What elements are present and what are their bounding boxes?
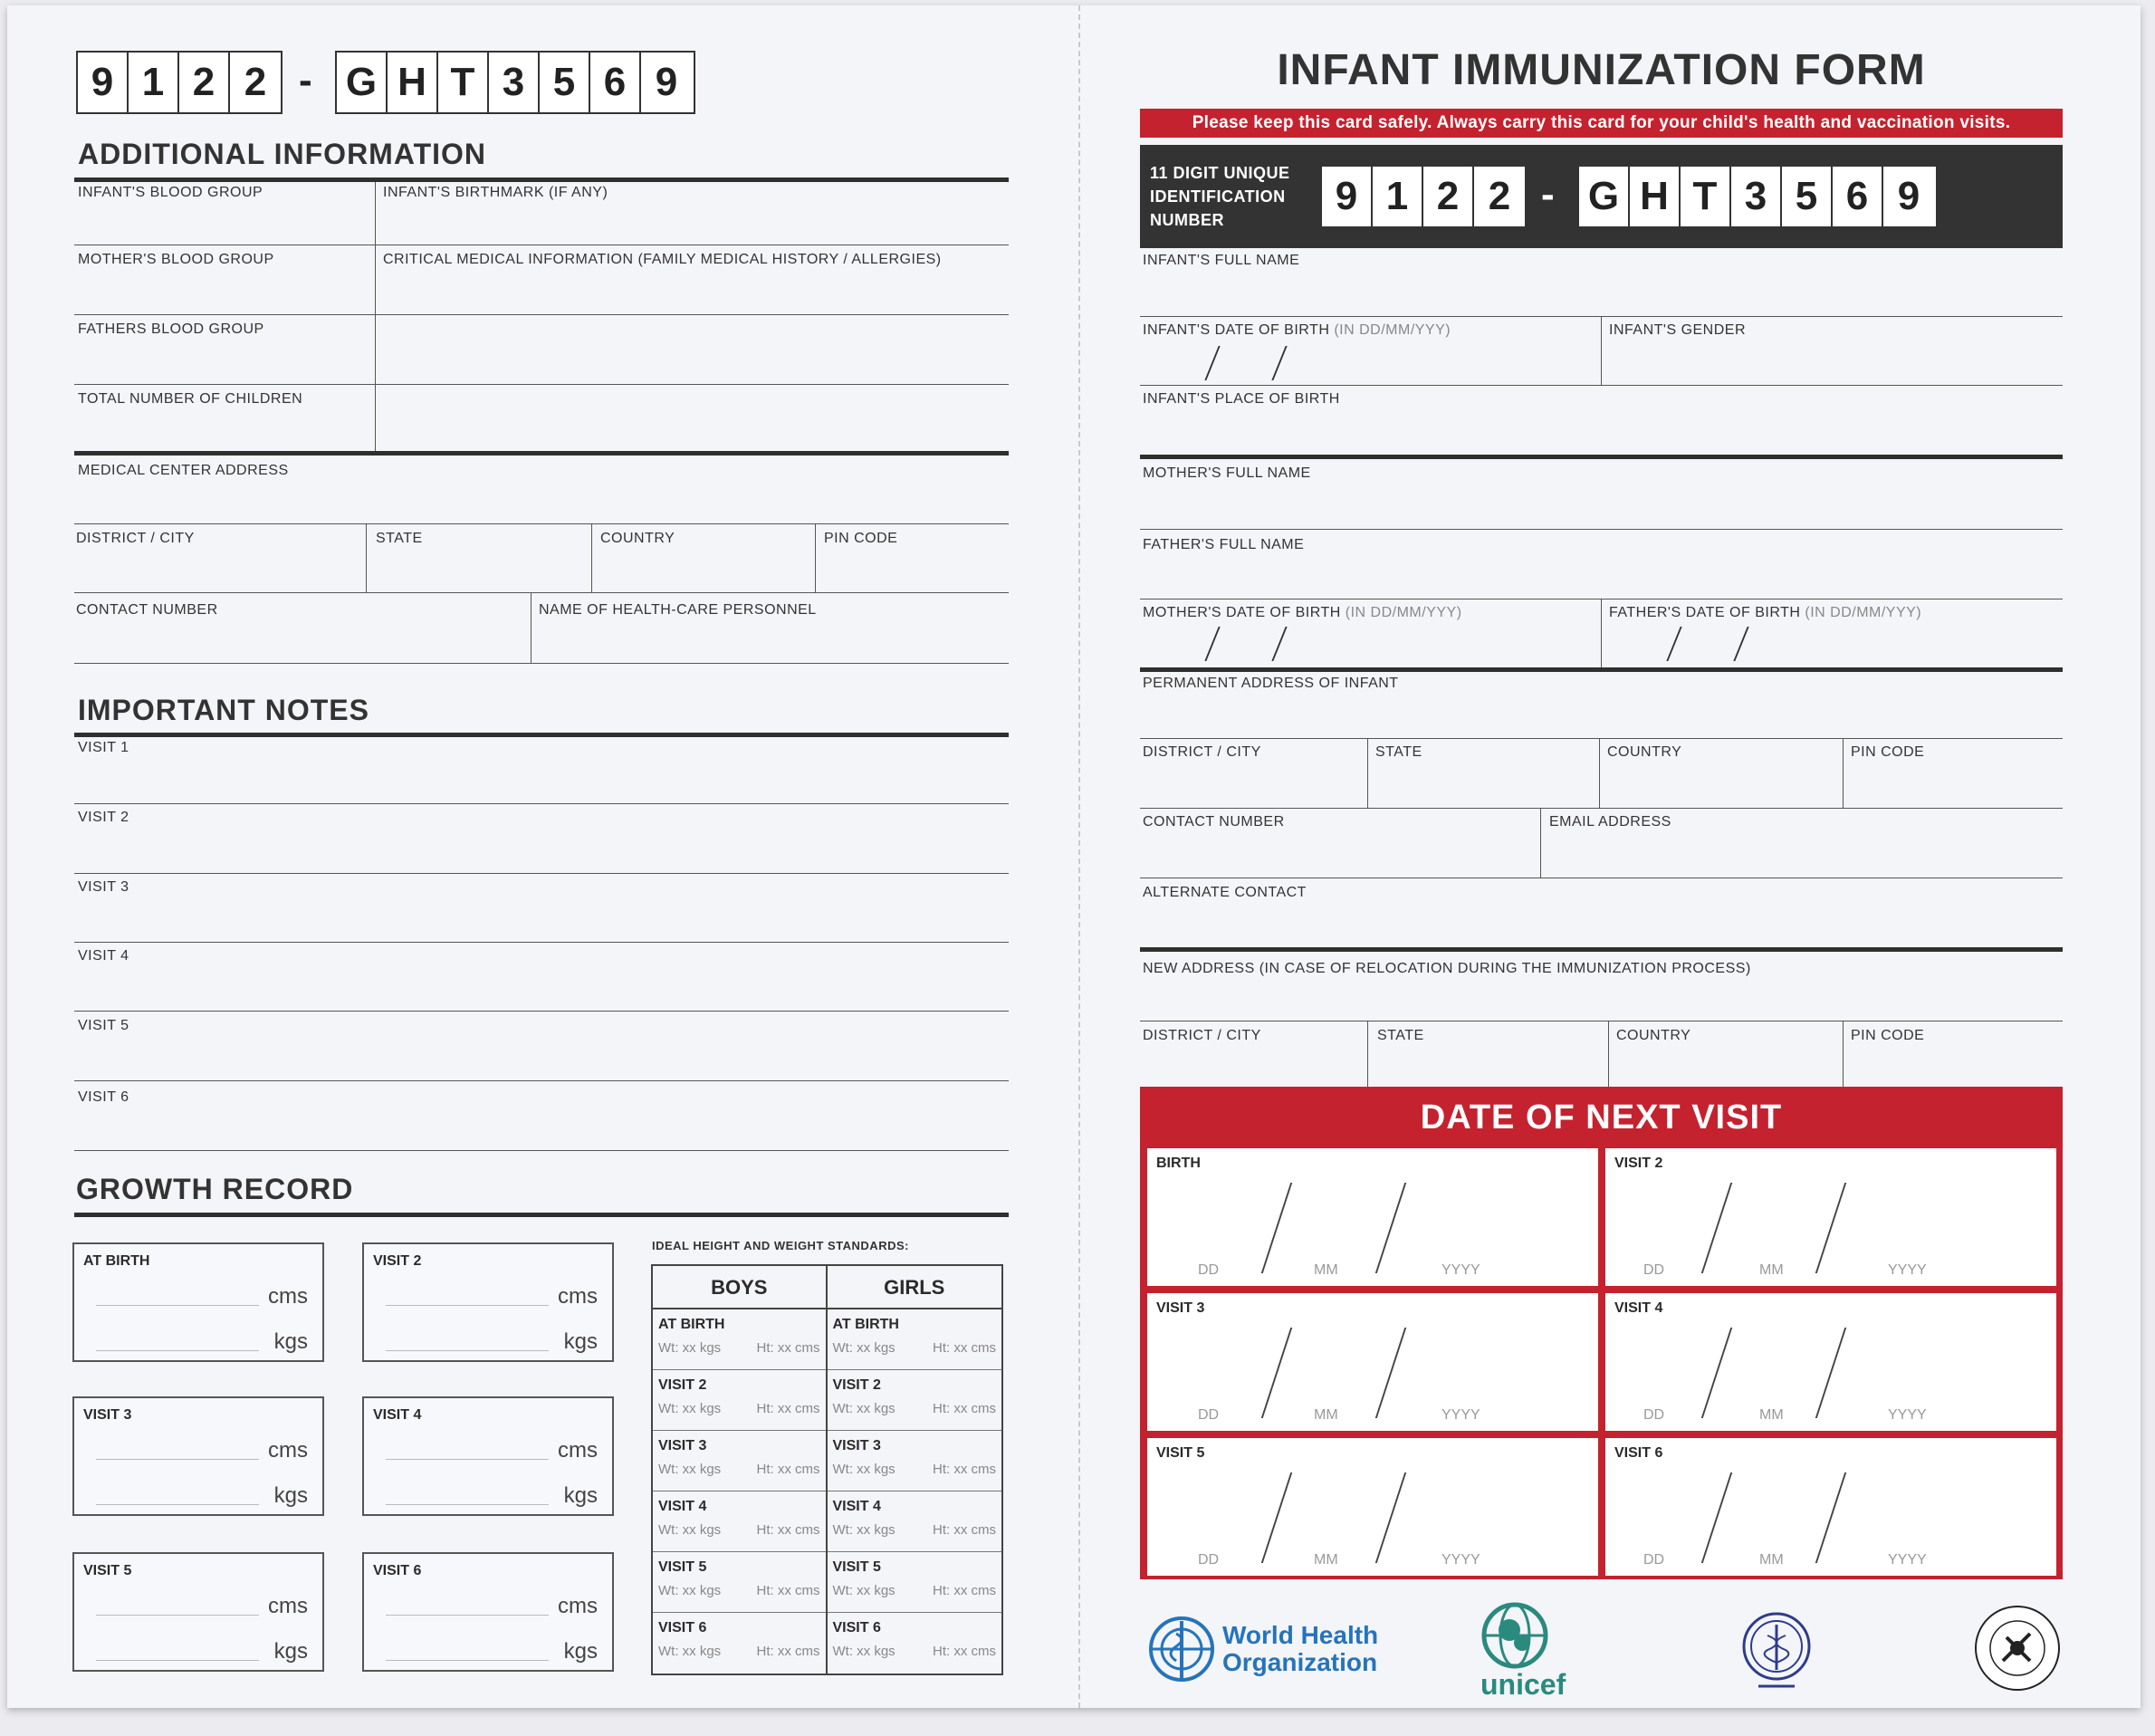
who-logo-icon bbox=[1146, 1614, 1217, 1684]
std-row: AT BIRTH Wt: xx kgs Ht: xx cms bbox=[828, 1309, 1002, 1370]
field-contact-number[interactable]: CONTACT NUMBER bbox=[76, 602, 218, 618]
std-row: VISIT 2 Wt: xx kgs Ht: xx cms bbox=[828, 1370, 1002, 1431]
uid-digit: 6 bbox=[590, 53, 641, 112]
field-place-of-birth[interactable]: INFANT'S PLACE OF BIRTH bbox=[1143, 391, 1340, 407]
divider bbox=[1601, 599, 1602, 667]
height-line bbox=[386, 1615, 549, 1616]
growth-box-visit-6[interactable] bbox=[362, 1552, 614, 1672]
uid-digit: 3 bbox=[1731, 167, 1782, 226]
unicef-logo-icon bbox=[1471, 1601, 1558, 1677]
divider bbox=[74, 592, 1009, 593]
height-line bbox=[96, 1615, 259, 1616]
divider bbox=[591, 523, 592, 592]
growth-box-visit-2[interactable] bbox=[362, 1242, 614, 1362]
uid-digits-right-top bbox=[335, 51, 695, 114]
uid-digit: G bbox=[337, 53, 388, 112]
who-logo-text: World Health Organization bbox=[1222, 1621, 1379, 1676]
divider bbox=[74, 1150, 1009, 1151]
divider bbox=[1599, 738, 1600, 808]
field-new-state[interactable]: STATE bbox=[1377, 1028, 1424, 1043]
growth-box-title: AT BIRTH bbox=[83, 1253, 150, 1269]
note-visit-2[interactable]: VISIT 2 bbox=[78, 810, 129, 825]
field-district[interactable]: DISTRICT / CITY bbox=[1143, 744, 1261, 760]
divider bbox=[1367, 1021, 1368, 1087]
divider bbox=[74, 1213, 1009, 1217]
divider bbox=[1140, 455, 2063, 459]
uid-digit: H bbox=[1630, 167, 1681, 226]
std-row: VISIT 6 Wt: xx kgs Ht: xx cms bbox=[658, 1620, 820, 1659]
height-line bbox=[96, 1459, 259, 1460]
field-new-district[interactable]: DISTRICT / CITY bbox=[1143, 1028, 1261, 1043]
divider bbox=[366, 523, 367, 592]
height-line bbox=[96, 1305, 259, 1306]
divider bbox=[1601, 316, 1602, 385]
unit-cm: cms bbox=[558, 1438, 598, 1463]
next-visit-birth[interactable]: BIRTH DD MM YYYY bbox=[1147, 1148, 1598, 1286]
divider bbox=[74, 451, 1009, 456]
divider bbox=[1140, 385, 2063, 386]
note-visit-5[interactable]: VISIT 5 bbox=[78, 1018, 129, 1033]
unit-cm: cms bbox=[268, 1284, 308, 1309]
uid-digit: 5 bbox=[1782, 167, 1833, 226]
field-new-address[interactable]: NEW ADDRESS (IN CASE OF RELOCATION DURING THE IMMUNIZATION PROCESS) bbox=[1143, 961, 1751, 976]
field-mother-blood[interactable]: MOTHER'S BLOOD GROUP bbox=[78, 252, 274, 267]
divider bbox=[1140, 529, 2063, 530]
unit-cm: cms bbox=[268, 1438, 308, 1463]
uid-digit: 2 bbox=[1423, 167, 1474, 226]
date-slash bbox=[1271, 627, 1287, 661]
next-visit-title: DATE OF NEXT VISIT bbox=[1420, 1098, 1783, 1137]
uid-digit: T bbox=[1681, 167, 1731, 226]
divider bbox=[74, 803, 1009, 804]
form-sheet bbox=[7, 5, 2141, 1708]
divider bbox=[74, 177, 1009, 182]
field-contact-number[interactable]: CONTACT NUMBER bbox=[1143, 814, 1285, 830]
field-father-name[interactable]: FATHER'S FULL NAME bbox=[1143, 537, 1305, 552]
field-father-blood[interactable]: FATHERS BLOOD GROUP bbox=[78, 321, 264, 337]
next-visit-4[interactable]: VISIT 4 DD MM YYYY bbox=[1605, 1293, 2056, 1431]
field-alternate-contact[interactable]: ALTERNATE CONTACT bbox=[1143, 885, 1307, 900]
date-slash bbox=[1204, 346, 1220, 380]
uid-digits-left bbox=[1320, 165, 1527, 228]
std-row: VISIT 2 Wt: xx kgs Ht: xx cms bbox=[653, 1370, 826, 1431]
field-pin[interactable]: PIN CODE bbox=[824, 531, 898, 546]
unit-kg: kgs bbox=[563, 1639, 598, 1664]
girls-header: GIRLS bbox=[828, 1266, 1002, 1309]
weight-line bbox=[386, 1660, 549, 1661]
field-total-children[interactable]: TOTAL NUMBER OF CHILDREN bbox=[78, 391, 303, 407]
divider bbox=[1140, 667, 2063, 672]
weight-line bbox=[96, 1350, 259, 1351]
divider bbox=[375, 182, 376, 451]
next-visit-3[interactable]: VISIT 3 DD MM YYYY bbox=[1147, 1293, 1598, 1431]
divider bbox=[1843, 1021, 1844, 1087]
uid-digit: 9 bbox=[655, 60, 678, 104]
height-line bbox=[386, 1459, 549, 1460]
weight-line bbox=[386, 1350, 549, 1351]
uid-digit: H bbox=[388, 53, 438, 112]
field-mother-dob[interactable]: MOTHER'S DATE OF BIRTH (IN DD/MM/YYY) bbox=[1143, 605, 1462, 620]
divider bbox=[74, 523, 1009, 524]
uid-digit: 6 bbox=[1833, 167, 1883, 226]
uid-digits-right bbox=[1577, 165, 1938, 228]
uid-digit: 2 bbox=[179, 53, 230, 112]
field-email[interactable]: EMAIL ADDRESS bbox=[1549, 814, 1671, 830]
field-infant-name[interactable]: INFANT'S FULL NAME bbox=[1143, 253, 1300, 268]
weight-line bbox=[96, 1504, 259, 1505]
unit-kg: kgs bbox=[563, 1483, 598, 1508]
std-row: VISIT 5 Wt: xx kgs Ht: xx cms bbox=[653, 1552, 826, 1613]
uid-digit: T bbox=[438, 53, 489, 112]
field-medical-center-address[interactable]: MEDICAL CENTER ADDRESS bbox=[78, 463, 289, 478]
note-visit-4[interactable]: VISIT 4 bbox=[78, 948, 129, 964]
divider bbox=[74, 314, 1009, 315]
next-visit-5[interactable]: VISIT 5 DD MM YYYY bbox=[1147, 1438, 1598, 1576]
divider bbox=[1540, 808, 1541, 878]
note-visit-1[interactable]: VISIT 1 bbox=[78, 740, 129, 755]
std-row: AT BIRTH Wt: xx kgs Ht: xx cms bbox=[653, 1309, 826, 1370]
field-state[interactable]: STATE bbox=[1375, 744, 1422, 760]
field-country[interactable]: COUNTRY bbox=[600, 531, 675, 546]
field-permanent-address[interactable]: PERMANENT ADDRESS OF INFANT bbox=[1143, 676, 1399, 691]
field-new-pin[interactable]: PIN CODE bbox=[1851, 1028, 1925, 1043]
standards-table bbox=[651, 1264, 1003, 1675]
field-state[interactable]: STATE bbox=[376, 531, 423, 546]
unit-cm: cms bbox=[558, 1594, 598, 1618]
uid-digit: G bbox=[1579, 167, 1630, 226]
growth-box-visit-3[interactable] bbox=[72, 1396, 324, 1516]
weight-line bbox=[386, 1504, 549, 1505]
field-district[interactable]: DISTRICT / CITY bbox=[76, 531, 195, 546]
growth-box-title: VISIT 6 bbox=[373, 1563, 422, 1578]
date-slash bbox=[1666, 627, 1681, 661]
field-infant-dob[interactable]: INFANT'S DATE OF BIRTH (IN DD/MM/YYY) bbox=[1143, 322, 1451, 338]
unit-kg: kgs bbox=[273, 1483, 308, 1508]
uid-digits-left-top bbox=[76, 51, 283, 114]
height-line bbox=[386, 1305, 549, 1306]
divider bbox=[74, 663, 1009, 664]
divider bbox=[74, 1011, 1009, 1012]
field-father-dob[interactable]: FATHER'S DATE OF BIRTH (IN DD/MM/YYY) bbox=[1609, 605, 1922, 620]
note-visit-6[interactable]: VISIT 6 bbox=[78, 1089, 129, 1105]
uid-digit: 5 bbox=[540, 53, 590, 112]
std-row: VISIT 4 Wt: xx kgs Ht: xx cms bbox=[828, 1491, 1002, 1552]
fold-line bbox=[1078, 5, 1080, 1708]
date-slash bbox=[1271, 346, 1287, 380]
additional-info-title: ADDITIONAL INFORMATION bbox=[78, 138, 486, 170]
divider bbox=[74, 942, 1009, 943]
uid-separator: - bbox=[299, 58, 312, 102]
std-row: VISIT 3 Wt: xx kgs Ht: xx cms bbox=[653, 1431, 826, 1491]
unit-kg: kgs bbox=[273, 1639, 308, 1664]
std-row: VISIT 4 Wt: xx kgs Ht: xx cms bbox=[653, 1491, 826, 1552]
date-slash bbox=[1204, 627, 1220, 661]
safety-banner bbox=[1140, 109, 2063, 138]
field-pin[interactable]: PIN CODE bbox=[1851, 744, 1925, 760]
next-visit-2[interactable]: VISIT 2 DD MM YYYY bbox=[1605, 1148, 2056, 1286]
uid-digit: 3 bbox=[489, 53, 540, 112]
health-ministry-seal-icon bbox=[1733, 1607, 1820, 1693]
date-slash bbox=[1733, 627, 1748, 661]
growth-box-title: VISIT 2 bbox=[373, 1253, 422, 1269]
standards-title: IDEAL HEIGHT AND WEIGHT STANDARDS: bbox=[652, 1239, 909, 1252]
field-country[interactable]: COUNTRY bbox=[1607, 744, 1682, 760]
field-birthmark[interactable]: INFANT'S BIRTHMARK (IF ANY) bbox=[383, 185, 608, 200]
uid-label: 11 DIGIT UNIQUE IDENTIFICATION NUMBER bbox=[1150, 164, 1290, 229]
growth-box-at-birth[interactable] bbox=[72, 1242, 324, 1362]
std-row: VISIT 6 Wt: xx kgs Ht: xx cms bbox=[832, 1620, 996, 1659]
growth-box-visit-5[interactable] bbox=[72, 1552, 324, 1672]
growth-box-title: VISIT 3 bbox=[83, 1407, 132, 1423]
uid-digit: 1 bbox=[129, 53, 179, 112]
divider bbox=[1140, 808, 2063, 809]
growth-box-title: VISIT 5 bbox=[83, 1563, 132, 1578]
unit-kg: kgs bbox=[273, 1329, 308, 1354]
girls-column bbox=[828, 1266, 1002, 1674]
important-notes-title: IMPORTANT NOTES bbox=[78, 694, 369, 726]
divider bbox=[74, 873, 1009, 874]
note-visit-3[interactable]: VISIT 3 bbox=[78, 879, 129, 895]
field-infant-blood[interactable]: INFANT'S BLOOD GROUP bbox=[78, 185, 263, 200]
growth-box-visit-4[interactable] bbox=[362, 1396, 614, 1516]
weight-line bbox=[96, 1660, 259, 1661]
next-visit-6[interactable]: VISIT 6 DD MM YYYY bbox=[1605, 1438, 2056, 1576]
std-row: VISIT 5 Wt: xx kgs Ht: xx cms bbox=[828, 1552, 1002, 1613]
banner-text: Please keep this card safely. Always carry this card for your child's health and vaccination visits. bbox=[1192, 113, 2011, 132]
uid-digit: 9 bbox=[78, 53, 129, 112]
divider bbox=[74, 733, 1009, 737]
boys-column bbox=[653, 1266, 828, 1674]
field-mother-name[interactable]: MOTHER'S FULL NAME bbox=[1143, 465, 1311, 481]
divider bbox=[74, 384, 1009, 385]
divider bbox=[74, 1080, 1009, 1081]
boys-header: BOYS bbox=[653, 1266, 826, 1309]
unit-cm: cms bbox=[558, 1284, 598, 1309]
indian-health-service-seal-icon bbox=[1970, 1601, 2064, 1695]
field-healthcare-personnel[interactable]: NAME OF HEALTH-CARE PERSONNEL bbox=[539, 602, 817, 618]
uid-digit: 2 bbox=[1488, 174, 1511, 218]
unit-cm: cms bbox=[268, 1594, 308, 1618]
unicef-logo-text: unicef bbox=[1480, 1668, 1566, 1701]
growth-record-title: GROWTH RECORD bbox=[76, 1173, 354, 1205]
divider bbox=[1367, 738, 1368, 808]
divider bbox=[531, 592, 532, 663]
field-new-country[interactable]: COUNTRY bbox=[1616, 1028, 1691, 1043]
divider bbox=[1608, 1021, 1609, 1087]
unit-kg: kgs bbox=[563, 1329, 598, 1354]
growth-box-title: VISIT 4 bbox=[373, 1407, 422, 1423]
field-critical-medical[interactable]: CRITICAL MEDICAL INFORMATION (FAMILY MEDICAL HISTORY / ALLERGIES) bbox=[383, 252, 942, 267]
divider bbox=[1140, 947, 2063, 952]
uid-digit: 2 bbox=[244, 60, 267, 104]
uid-digit: 9 bbox=[1897, 174, 1920, 218]
field-infant-gender[interactable]: INFANT'S GENDER bbox=[1609, 322, 1747, 338]
uid-separator: - bbox=[1541, 172, 1555, 216]
divider bbox=[1843, 738, 1844, 808]
divider bbox=[815, 523, 816, 592]
uid-digit: 9 bbox=[1322, 167, 1373, 226]
uid-digit: 1 bbox=[1373, 167, 1423, 226]
form-title: INFANT IMMUNIZATION FORM bbox=[1277, 46, 1926, 94]
std-row: VISIT 3 Wt: xx kgs Ht: xx cms bbox=[828, 1431, 1002, 1491]
divider bbox=[1140, 738, 2063, 739]
